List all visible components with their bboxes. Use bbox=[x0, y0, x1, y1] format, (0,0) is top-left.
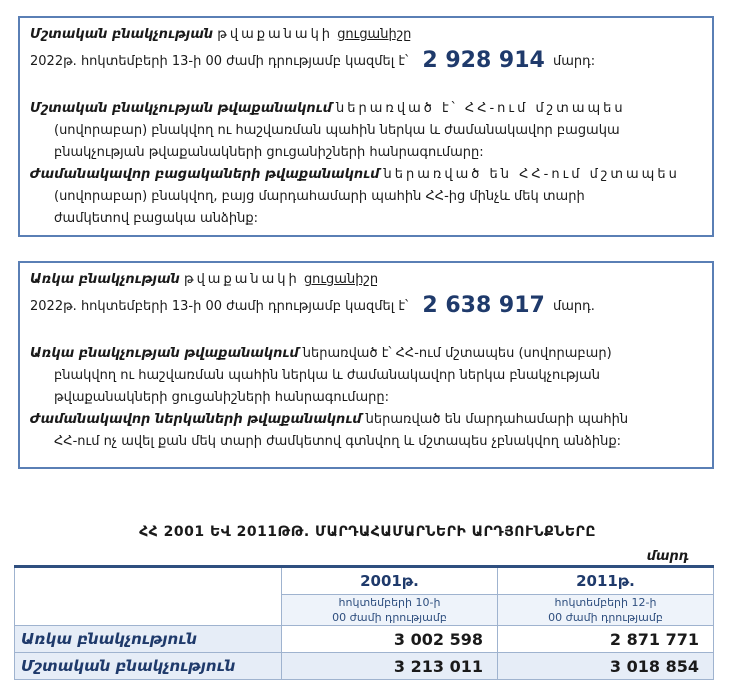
table-row bbox=[15, 653, 714, 680]
permanent-population-box: Մշտական բնակչության թվաքանակի ցուցանիշը 2022թ. հոկտեմբերի 13-ի 00 ժամի դրությամբ կազմել է՝ 2 928 914 մարդ: Մշտական բնակչության թվաքանակում ներառված է՝ ՀՀ-ում մշտապես (սովորաբար) բնակվող ու հաշվառման պահին ներկա և ժամանակավոր բացակա բնակչության թվաքանակների ցուցանիշների հանրագումարը: Ժամանակավոր բացակաների թվաքանակում ներառված են ՀՀ-ում մշտապես (սովորաբար) բնակվող, բայց մարդահամարի պահին ՀՀ-ից մինչև մեկ տարի ժամկետով բացակա անձինք: bbox=[18, 16, 714, 237]
present-heading: Առկա բնակչության թվաքանակի ցուցանիշը bbox=[30, 272, 379, 287]
permanent-count-line: 2022թ. հոկտեմբերի 13-ի 00 ժամի դրությամբ կազմել է՝ 2 928 914 մարդ: bbox=[30, 48, 596, 73]
present-definition: Առկա բնակչության թվաքանակում ներառված է՝ ՀՀ-ում մշտապես (սովորաբար) bbox=[30, 346, 612, 361]
present-count: 2 638 917 bbox=[422, 293, 545, 318]
cell-value: 3 002 598 bbox=[282, 626, 498, 653]
cell-value: 3 018 854 bbox=[498, 653, 714, 680]
table-corner bbox=[15, 567, 282, 626]
temporary-absent-definition: Ժամանակավոր բացակաների թվաքանակում ներառված են ՀՀ-ում մշտապես bbox=[30, 167, 680, 182]
row-label: Առկա բնակչություն bbox=[15, 626, 282, 653]
column-subheader-2011: հոկտեմբերի 12-ի 00 ժամի դրությամբ bbox=[498, 595, 714, 626]
census-table-unit: մարդ bbox=[646, 549, 689, 564]
permanent-definition: Մշտական բնակչության թվաքանակում ներառված է՝ ՀՀ-ում մշտապես bbox=[30, 101, 626, 116]
cell-value: 3 213 011 bbox=[282, 653, 498, 680]
present-population-box: Առկա բնակչության թվաքանակի ցուցանիշը 2022թ. հոկտեմբերի 13-ի 00 ժամի դրությամբ կազմել է՝ 2 638 917 մարդ. Առկա բնակչության թվաքանակում ներառված է՝ ՀՀ-ում մշտապես (սովորաբար) բնակվող ու հաշվառման պահին ներկա և ժամանակավոր ներկա բնակչության թվաքանակների ցուցանիշների հանրագումարը: Ժամանակավոր ներկաների թվաքանակում ներառված են մարդահամարի պահին ՀՀ-ում ոչ ավել քան մեկ տարի ժամկետով գտնվող և մշտապես չբնակվող անձինք: bbox=[18, 261, 714, 469]
cell-value: 2 871 771 bbox=[498, 626, 714, 653]
census-results-table bbox=[14, 565, 714, 680]
row-label: Մշտական բնակչություն bbox=[15, 653, 282, 680]
census-table-title: ՀՀ 2001 ԵՎ 2011ԹԹ. ՄԱՐԴԱՀԱՄԱՐՆԵՐԻ ԱՐԴՅՈՒՆՔՆԵՐԸ bbox=[139, 524, 596, 540]
table-row bbox=[15, 626, 714, 653]
column-header-2001: 2001թ. bbox=[282, 567, 498, 595]
column-subheader-2001: հոկտեմբերի 10-ի 00 ժամի դրությամբ bbox=[282, 595, 498, 626]
permanent-count: 2 928 914 bbox=[422, 48, 545, 73]
present-count-line: 2022թ. հոկտեմբերի 13-ի 00 ժամի դրությամբ կազմել է՝ 2 638 917 մարդ. bbox=[30, 293, 595, 318]
temporary-present-definition: Ժամանակավոր ներկաների թվաքանակում ներառված են մարդահամարի պահին bbox=[30, 412, 629, 427]
column-header-2011: 2011թ. bbox=[498, 567, 714, 595]
permanent-heading: Մշտական բնակչության թվաքանակի ցուցանիշը bbox=[30, 27, 412, 42]
